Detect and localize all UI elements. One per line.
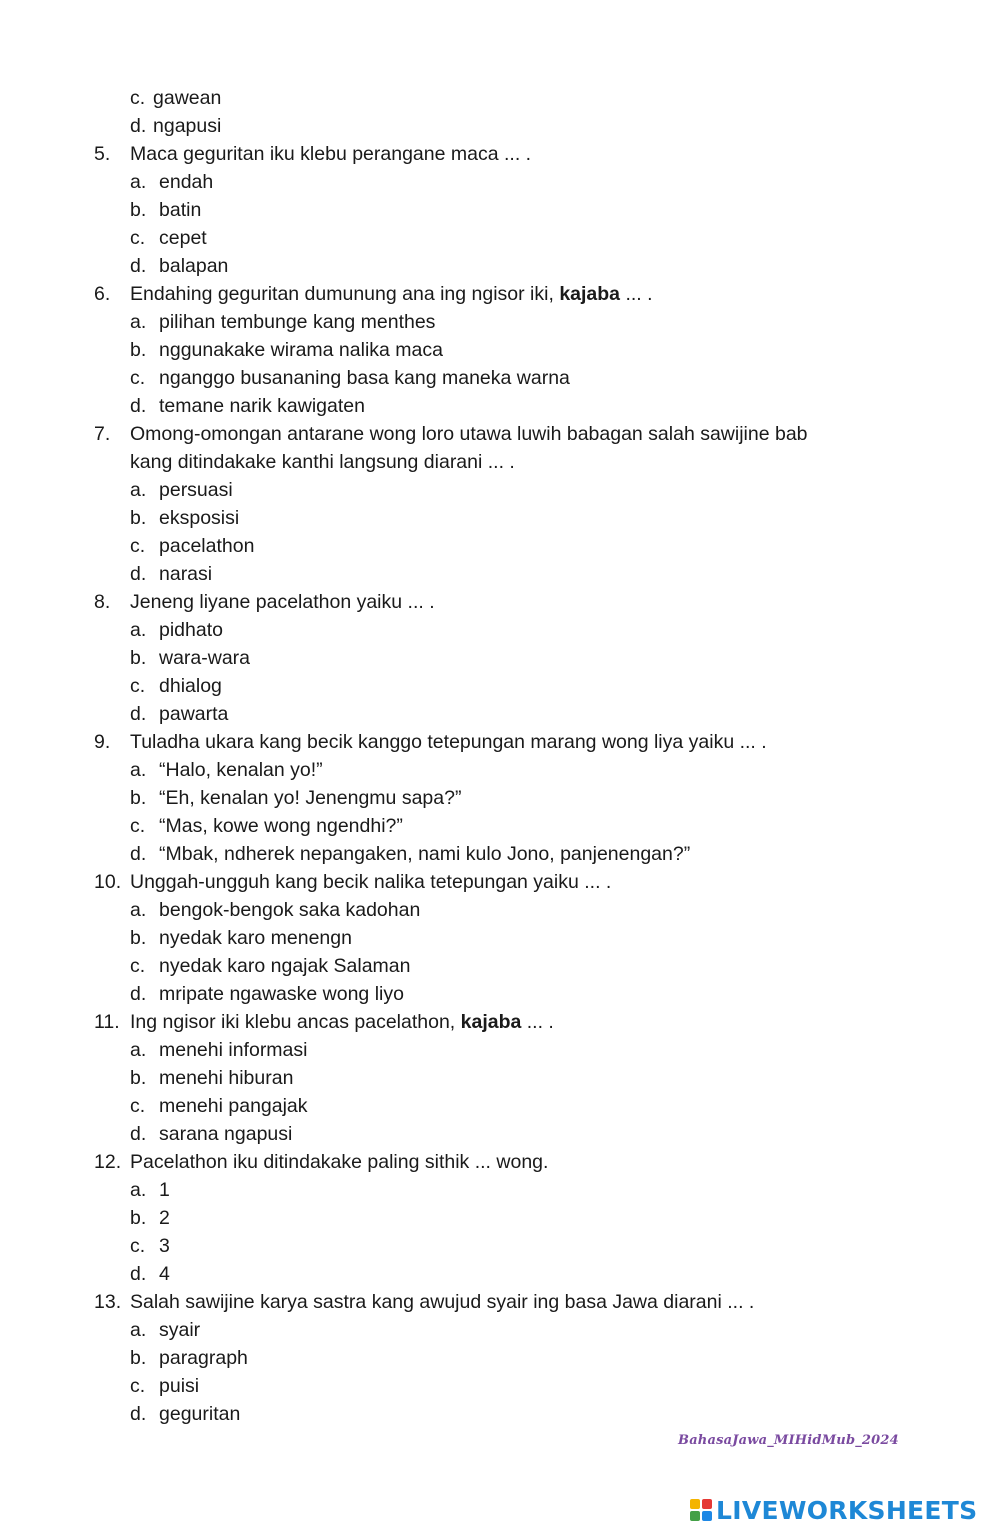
option-text: “Mas, kowe wong ngendhi?” [159, 815, 403, 837]
question-6 [94, 280, 914, 308]
question-11 [94, 1008, 914, 1036]
option-label: c. [130, 1235, 146, 1257]
question-emphasis: kajaba [460, 1011, 522, 1033]
option [94, 364, 914, 392]
option-text: sarana ngapusi [159, 1123, 293, 1145]
option-text: nggunakake wirama nalika maca [159, 339, 443, 361]
option-label: d. [130, 563, 147, 585]
option-text: nyedak karo menengn [159, 927, 352, 949]
option-text: 3 [159, 1235, 170, 1257]
question-5 [94, 140, 914, 168]
option [94, 336, 914, 364]
option-text: puisi [159, 1375, 200, 1397]
option-text: 4 [159, 1263, 170, 1285]
option-text: dhialog [159, 675, 222, 697]
option-text: menehi informasi [159, 1039, 308, 1061]
question-9 [94, 728, 914, 756]
question-text: Pacelathon iku ditindakake paling sithik ... wong. [130, 1151, 549, 1173]
option-label: a. [130, 619, 147, 641]
option-label: a. [130, 311, 147, 333]
question-number: 11. [94, 1011, 120, 1033]
option-label: b. [130, 927, 147, 949]
question-10 [94, 868, 914, 896]
worksheet-content [94, 84, 914, 1428]
option [94, 196, 914, 224]
option-label: a. [130, 479, 147, 501]
question-number: 8. [94, 591, 111, 613]
option-label: a. [130, 759, 147, 781]
option-label: c. [130, 367, 146, 389]
option-label: b. [130, 647, 147, 669]
option [94, 252, 914, 280]
option-label: d. [130, 255, 147, 277]
option-label: c. [130, 955, 146, 977]
option [94, 1344, 914, 1372]
option [94, 560, 914, 588]
option [94, 756, 914, 784]
option-label: a. [130, 1179, 147, 1201]
question-7-continued [94, 448, 914, 476]
option-label: c. [130, 675, 146, 697]
option-text: “Mbak, ndherek nepangaken, nami kulo Jono, panjenengan?” [159, 843, 691, 865]
option-text: “Halo, kenalan yo!” [159, 759, 323, 781]
option-text: pidhato [159, 619, 223, 641]
question-number: 7. [94, 423, 111, 445]
question-number: 13. [94, 1291, 122, 1313]
option [94, 1400, 914, 1428]
option-label: a. [130, 1319, 147, 1341]
option-label: d. [130, 843, 147, 865]
option-label: b. [130, 507, 147, 529]
liveworksheets-wordmark: LIVEWORKSHEETS [716, 1495, 978, 1525]
question-text: Salah sawijine karya sastra kang awujud syair ing basa Jawa diarani ... . [130, 1291, 755, 1313]
option-text: bengok-bengok saka kadohan [159, 899, 421, 921]
option [94, 476, 914, 504]
question-text: Maca geguritan iku klebu perangane maca ... . [130, 143, 532, 165]
option-text: balapan [159, 255, 229, 277]
option [94, 168, 914, 196]
option [94, 1260, 914, 1288]
option-label: b. [130, 199, 147, 221]
option-text: nyedak karo ngajak Salaman [159, 955, 411, 977]
option-text: 1 [159, 1179, 170, 1201]
option-text: geguritan [159, 1403, 241, 1425]
option [94, 504, 914, 532]
option-text: paragraph [159, 1347, 248, 1369]
option [94, 980, 914, 1008]
option-label: c. [130, 227, 146, 249]
option-label: d. [130, 1123, 147, 1145]
option [94, 1232, 914, 1260]
question-number: 6. [94, 283, 111, 305]
question-text: Ing ngisor iki klebu ancas pacelathon, [130, 1011, 461, 1033]
option [94, 1372, 914, 1400]
question-text: Omong-omongan antarane wong loro utawa luwih babagan salah sawijine bab [130, 423, 808, 445]
author-signature: BahasaJawa_MIHidMub_2024 [678, 1433, 899, 1448]
question-text: Tuladha ukara kang becik kanggo tetepungan marang wong liya yaiku ... . [130, 731, 767, 753]
option-text: mripate ngawaske wong liyo [159, 983, 404, 1005]
option [94, 700, 914, 728]
option [94, 224, 914, 252]
question-7 [94, 420, 914, 448]
option-label: d. [130, 1263, 147, 1285]
question-13 [94, 1288, 914, 1316]
question-text: Endahing geguritan dumunung ana ing ngisor iki, [130, 283, 560, 305]
option-label: d. [130, 703, 147, 725]
option-text: “Eh, kenalan yo! Jenengmu sapa?” [159, 787, 462, 809]
question-8 [94, 588, 914, 616]
question-text: Unggah-ungguh kang becik nalika tetepungan yaiku ... . [130, 871, 612, 893]
option [94, 896, 914, 924]
option [94, 1120, 914, 1148]
option-text: 2 [159, 1207, 170, 1229]
option [94, 84, 914, 112]
option-label: a. [130, 899, 147, 921]
option [94, 1176, 914, 1204]
question-text: Jeneng liyane pacelathon yaiku ... . [130, 591, 435, 613]
option-text: pilihan tembunge kang menthes [159, 311, 436, 333]
option [94, 784, 914, 812]
option-label: d. [130, 983, 147, 1005]
option-label: d. [130, 395, 147, 417]
option-text: nganggo busananing basa kang maneka warna [159, 367, 570, 389]
liveworksheets-logo[interactable] [690, 1494, 977, 1526]
option-label: a. [130, 1039, 147, 1061]
option [94, 112, 914, 140]
option-text: narasi [159, 563, 213, 585]
option-text: cepet [159, 227, 207, 249]
question-12 [94, 1148, 914, 1176]
option-label: b. [130, 339, 147, 361]
question-number: 9. [94, 731, 111, 753]
option-label: b. [130, 1347, 147, 1369]
question-number: 10. [94, 871, 122, 893]
option-text: temane narik kawigaten [159, 395, 365, 417]
option-text: endah [159, 171, 214, 193]
option [94, 644, 914, 672]
question-number: 12. [94, 1151, 122, 1173]
option-text: eksposisi [159, 507, 240, 529]
option-label: b. [130, 1067, 147, 1089]
option-text: gawean [153, 87, 222, 109]
option [94, 1092, 914, 1120]
question-text-end: ... . [521, 1011, 554, 1033]
option-label: c. [130, 1095, 146, 1117]
option-text: persuasi [159, 479, 233, 501]
option-text: wara-wara [159, 647, 251, 669]
option [94, 392, 914, 420]
question-text-end: ... . [620, 283, 653, 305]
option [94, 308, 914, 336]
option-text: ngapusi [153, 115, 222, 137]
option [94, 1036, 914, 1064]
option-text: menehi pangajak [159, 1095, 308, 1117]
option [94, 672, 914, 700]
option-label: d. [130, 1403, 147, 1425]
option-text: pacelathon [159, 535, 255, 557]
option [94, 812, 914, 840]
option [94, 616, 914, 644]
option-label: b. [130, 787, 147, 809]
question-text-continued: kang ditindakake kanthi langsung diarani ... . [130, 451, 515, 473]
option-label: c. [130, 815, 146, 837]
option [94, 924, 914, 952]
option [94, 840, 914, 868]
option-label: b. [130, 1207, 147, 1229]
option-label: c. [130, 535, 146, 557]
option [94, 1064, 914, 1092]
option-text: pawarta [159, 703, 229, 725]
option-label: d. [130, 115, 147, 137]
question-emphasis: kajaba [559, 283, 621, 305]
option-label: c. [130, 1375, 146, 1397]
option [94, 532, 914, 560]
liveworksheets-icon [690, 1499, 712, 1521]
option-text: menehi hiburan [159, 1067, 294, 1089]
option [94, 1316, 914, 1344]
question-number: 5. [94, 143, 111, 165]
option [94, 1204, 914, 1232]
option-text: syair [159, 1319, 201, 1341]
option [94, 952, 914, 980]
option-label: a. [130, 171, 147, 193]
option-label: c. [130, 87, 146, 109]
option-text: batin [159, 199, 202, 221]
